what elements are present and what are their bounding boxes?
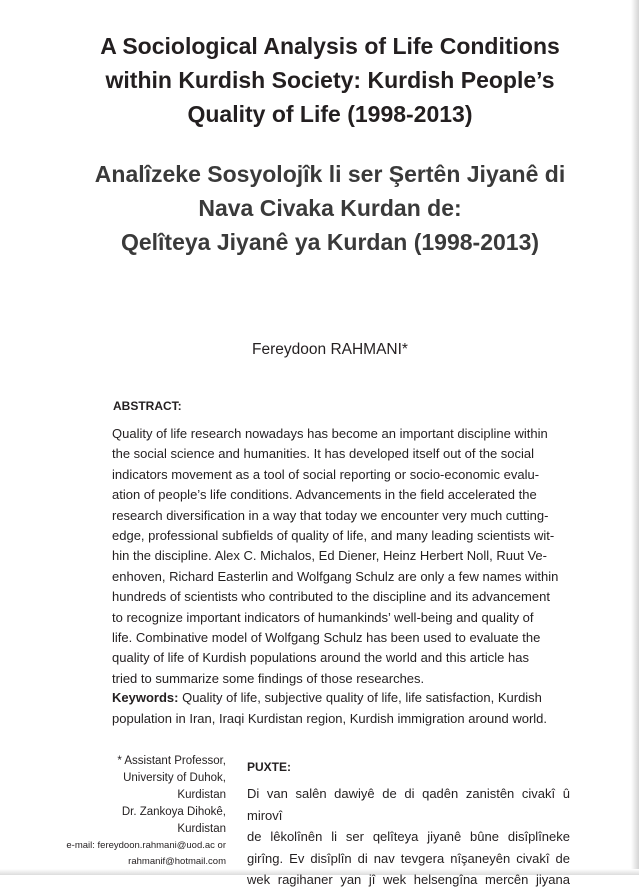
puxte-text xyxy=(247,783,570,891)
puxte-line: wek ragihaner yan jî wek helsengîna mercên jiyana xyxy=(247,872,570,887)
keywords-line xyxy=(112,687,570,708)
author-email: e-mail: fereydoon.rahmani@uod.ac or xyxy=(66,840,226,851)
abstract-line: quality of life of Kurdish populations around the world and this article has xyxy=(112,650,529,666)
abstract-line: life. Combinative model of Wolfgang Schulz has been used to evaluate the xyxy=(112,630,541,646)
author-email: rahmanif@hotmail.com xyxy=(128,856,226,867)
abstract-line: the social science and humanities. It has developed itself out of the social xyxy=(112,446,535,462)
title-line: Quality of Life (1998-2013) xyxy=(187,101,473,127)
author-name: Fereydoon RAHMANI* xyxy=(252,341,408,358)
affiliation-line: Kurdistan xyxy=(177,823,226,835)
abstract-heading: ABSTRACT: xyxy=(113,399,182,413)
subtitle-line: Qelîteya Jiyanê ya Kurdan (1998-2013) xyxy=(120,229,540,255)
abstract-line: ation of people’s life conditions. Advancements in the field accelerated the xyxy=(112,487,537,503)
abstract-line: hin the discipline. Alex C. Michalos, Ed Diener, Heinz Herbert Noll, Ruut Ve- xyxy=(112,548,547,564)
abstract-line: tried to summarize some findings of those researches. xyxy=(112,670,425,686)
subtitle-line: Nava Civaka Kurdan de: xyxy=(198,195,462,221)
title-line: A Sociological Analysis of Life Conditions xyxy=(100,33,560,59)
author-affiliation-footnote xyxy=(50,753,226,870)
puxte-heading: PUXTE: xyxy=(247,760,292,774)
abstract-line: to recognize important indicators of humankinds’ well-being and quality of xyxy=(112,609,534,625)
affiliation-line: Kurdistan xyxy=(177,789,226,801)
affiliation-line: University of Duhok, xyxy=(123,772,226,784)
title-line: within Kurdish Society: Kurdish People’s xyxy=(105,67,555,93)
page-edge-shadow xyxy=(631,0,639,875)
puxte-line: de lêkolînên li ser qelîteya jiyanê bûne disîplîneke xyxy=(247,829,570,844)
abstract-line: Quality of life research nowadays has become an important discipline within xyxy=(112,426,548,441)
abstract-line: edge, professional subfields of quality of life, and many leading scientists wit- xyxy=(112,528,555,544)
abstract-line: research diversification in a way that today we encounter very much cutting- xyxy=(112,507,549,523)
keywords-text: Quality of life, subjective quality of life, life satisfaction, Kurdish xyxy=(178,690,542,705)
subtitle-line: Analîzeke Sosyolojîk li ser Şertên Jiyanê di xyxy=(94,161,566,187)
abstract-line: enhoven, Richard Easterlin and Wolfgang Schulz are only a few names within xyxy=(112,568,559,584)
paper-title xyxy=(30,29,630,131)
keywords-label: Keywords: xyxy=(112,690,179,705)
puxte-line: Di van salên dawiyê de di qadên zanistên civakî û mirovî xyxy=(247,786,570,823)
affiliation-line: * Assistant Professor, xyxy=(117,755,226,767)
abstract-line: indicators movement as a tool of social reporting or socio-economic evalu- xyxy=(112,466,540,482)
affiliation-line: Dr. Zankoya Dihokê, xyxy=(121,806,226,818)
keywords-line: population in Iran, Iraqi Kurdistan region, Kurdish immigration around world. xyxy=(112,711,548,726)
abstract-text xyxy=(112,424,570,689)
paper-subtitle-kurdish xyxy=(30,157,630,259)
keywords xyxy=(112,687,570,729)
abstract-line: hundreds of scientists who contributed to the discipline and its advancement xyxy=(112,589,550,605)
puxte-line: girîng. Ev disîplîn di nav tevgera nîşaneyên civakî de xyxy=(247,850,570,866)
